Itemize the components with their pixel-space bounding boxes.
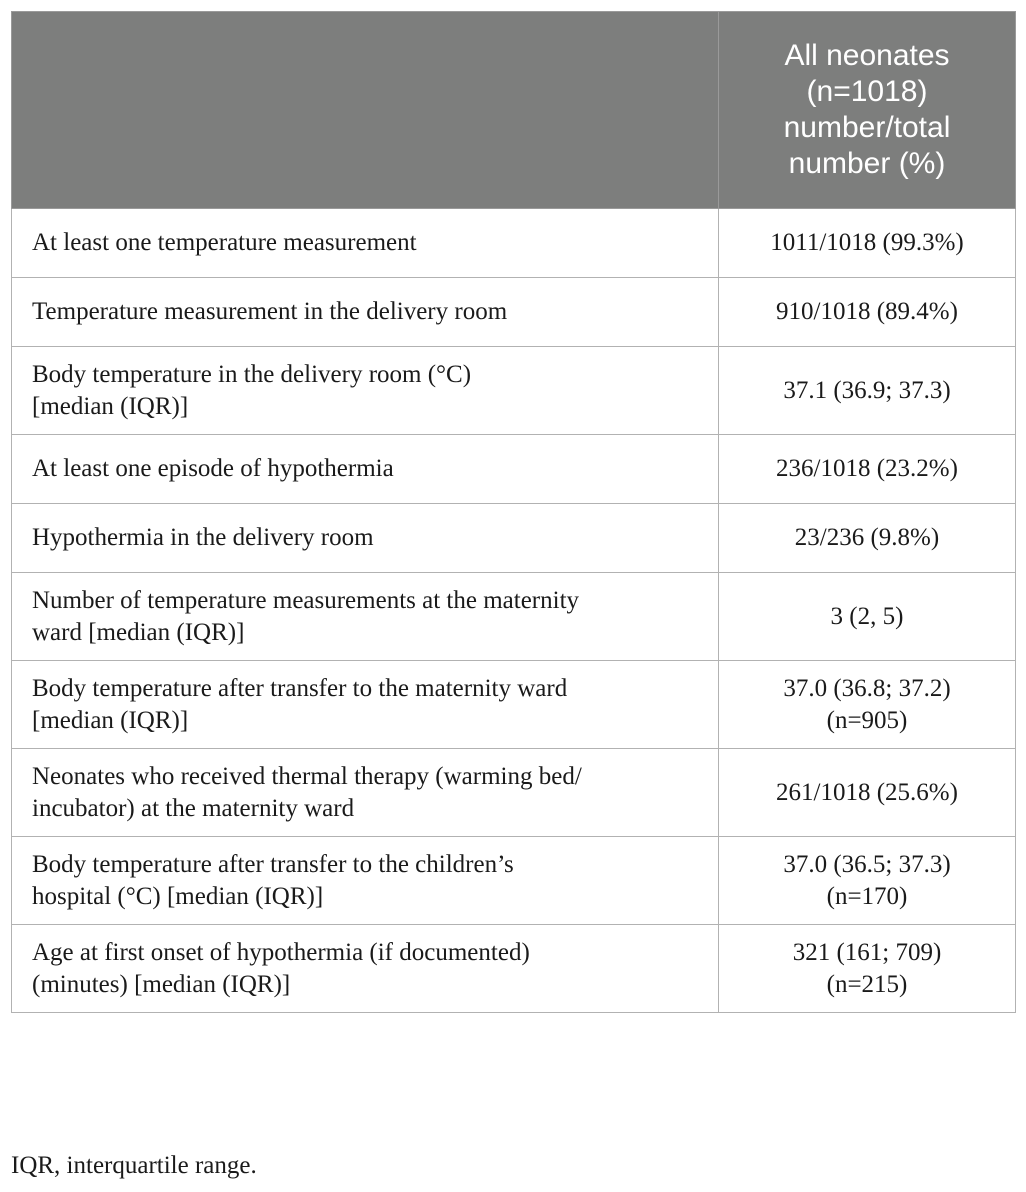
row-value-line: (n=215) — [826, 970, 908, 998]
row-label-cell — [12, 925, 719, 1013]
row-label-line: incubator) at the maternity ward — [32, 794, 355, 822]
row-value-cell — [719, 661, 1016, 749]
row-value-line: 3 (2, 5) — [830, 602, 904, 630]
table-row — [12, 278, 1016, 347]
row-value-line: 1011/1018 (99.3%) — [770, 229, 964, 256]
row-label-line: Age at first onset of hypothermia (if documented) — [32, 938, 530, 966]
row-label-line: At least one episode of hypothermia — [32, 455, 394, 482]
header-cell-all-neonates — [719, 12, 1016, 209]
row-label-line: hospital (°C) [median (IQR)] — [32, 882, 324, 910]
row-value-cell — [719, 209, 1016, 278]
row-label-line: At least one temperature measurement — [32, 229, 417, 256]
row-value-cell — [719, 278, 1016, 347]
row-value-cell — [719, 435, 1016, 504]
header-line: (n=1018) — [806, 75, 928, 108]
header-row — [12, 12, 1016, 209]
row-value-line: 37.1 (36.9; 37.3) — [783, 376, 951, 404]
row-value-line: (n=905) — [826, 706, 908, 734]
row-value-cell — [719, 925, 1016, 1013]
header-line: number (%) — [788, 147, 946, 180]
row-value-cell — [719, 837, 1016, 925]
row-value-line: 23/236 (9.8%) — [794, 524, 940, 551]
row-value-cell — [719, 749, 1016, 837]
table-header — [12, 12, 1016, 209]
row-value-line: 37.0 (36.8; 37.2) — [783, 674, 951, 702]
header-cell-empty — [12, 12, 719, 209]
data-table-container — [11, 11, 1015, 1013]
row-label-cell — [12, 278, 719, 347]
row-label-line: [median (IQR)] — [32, 392, 189, 420]
row-value-cell — [719, 573, 1016, 661]
table-row — [12, 435, 1016, 504]
row-value-cell — [719, 347, 1016, 435]
row-value-cell — [719, 504, 1016, 573]
row-value-line: 37.0 (36.5; 37.3) — [783, 850, 951, 878]
table-row — [12, 504, 1016, 573]
row-value-line: 321 (161; 709) — [792, 938, 942, 966]
row-label-line: Neonates who received thermal therapy (warming bed/ — [32, 762, 582, 790]
row-value-line: 261/1018 (25.6%) — [776, 778, 958, 806]
table-row — [12, 749, 1016, 837]
table-body — [12, 209, 1016, 1013]
neonates-temperature-table — [11, 11, 1016, 1013]
row-label-line: Hypothermia in the delivery room — [32, 524, 374, 551]
header-line: number/total — [783, 111, 951, 144]
header-line: All neonates — [784, 39, 950, 72]
row-label-cell — [12, 573, 719, 661]
row-label-line: Body temperature after transfer to the children’s — [32, 850, 514, 878]
row-label-cell — [12, 435, 719, 504]
table-row — [12, 925, 1016, 1013]
table-row — [12, 573, 1016, 661]
row-label-cell — [12, 661, 719, 749]
table-footnote: IQR, interquartile range. — [11, 1152, 257, 1179]
row-value-line: 236/1018 (23.2%) — [776, 455, 958, 482]
row-value-line: 910/1018 (89.4%) — [776, 298, 958, 325]
row-label-line: [median (IQR)] — [32, 706, 189, 734]
row-label-cell — [12, 209, 719, 278]
row-label-line: Body temperature in the delivery room (°C) — [32, 360, 472, 388]
row-label-line: Body temperature after transfer to the maternity ward — [32, 674, 568, 702]
table-row — [12, 837, 1016, 925]
row-label-cell — [12, 504, 719, 573]
row-label-cell — [12, 837, 719, 925]
row-label-line: Temperature measurement in the delivery room — [32, 298, 508, 325]
table-row — [12, 347, 1016, 435]
table-row — [12, 661, 1016, 749]
row-label-line: Number of temperature measurements at the maternity — [32, 586, 580, 614]
table-row — [12, 209, 1016, 278]
row-label-line: ward [median (IQR)] — [32, 618, 245, 646]
row-value-line: (n=170) — [826, 882, 908, 910]
row-label-line: (minutes) [median (IQR)] — [32, 970, 291, 998]
row-label-cell — [12, 749, 719, 837]
row-label-cell — [12, 347, 719, 435]
